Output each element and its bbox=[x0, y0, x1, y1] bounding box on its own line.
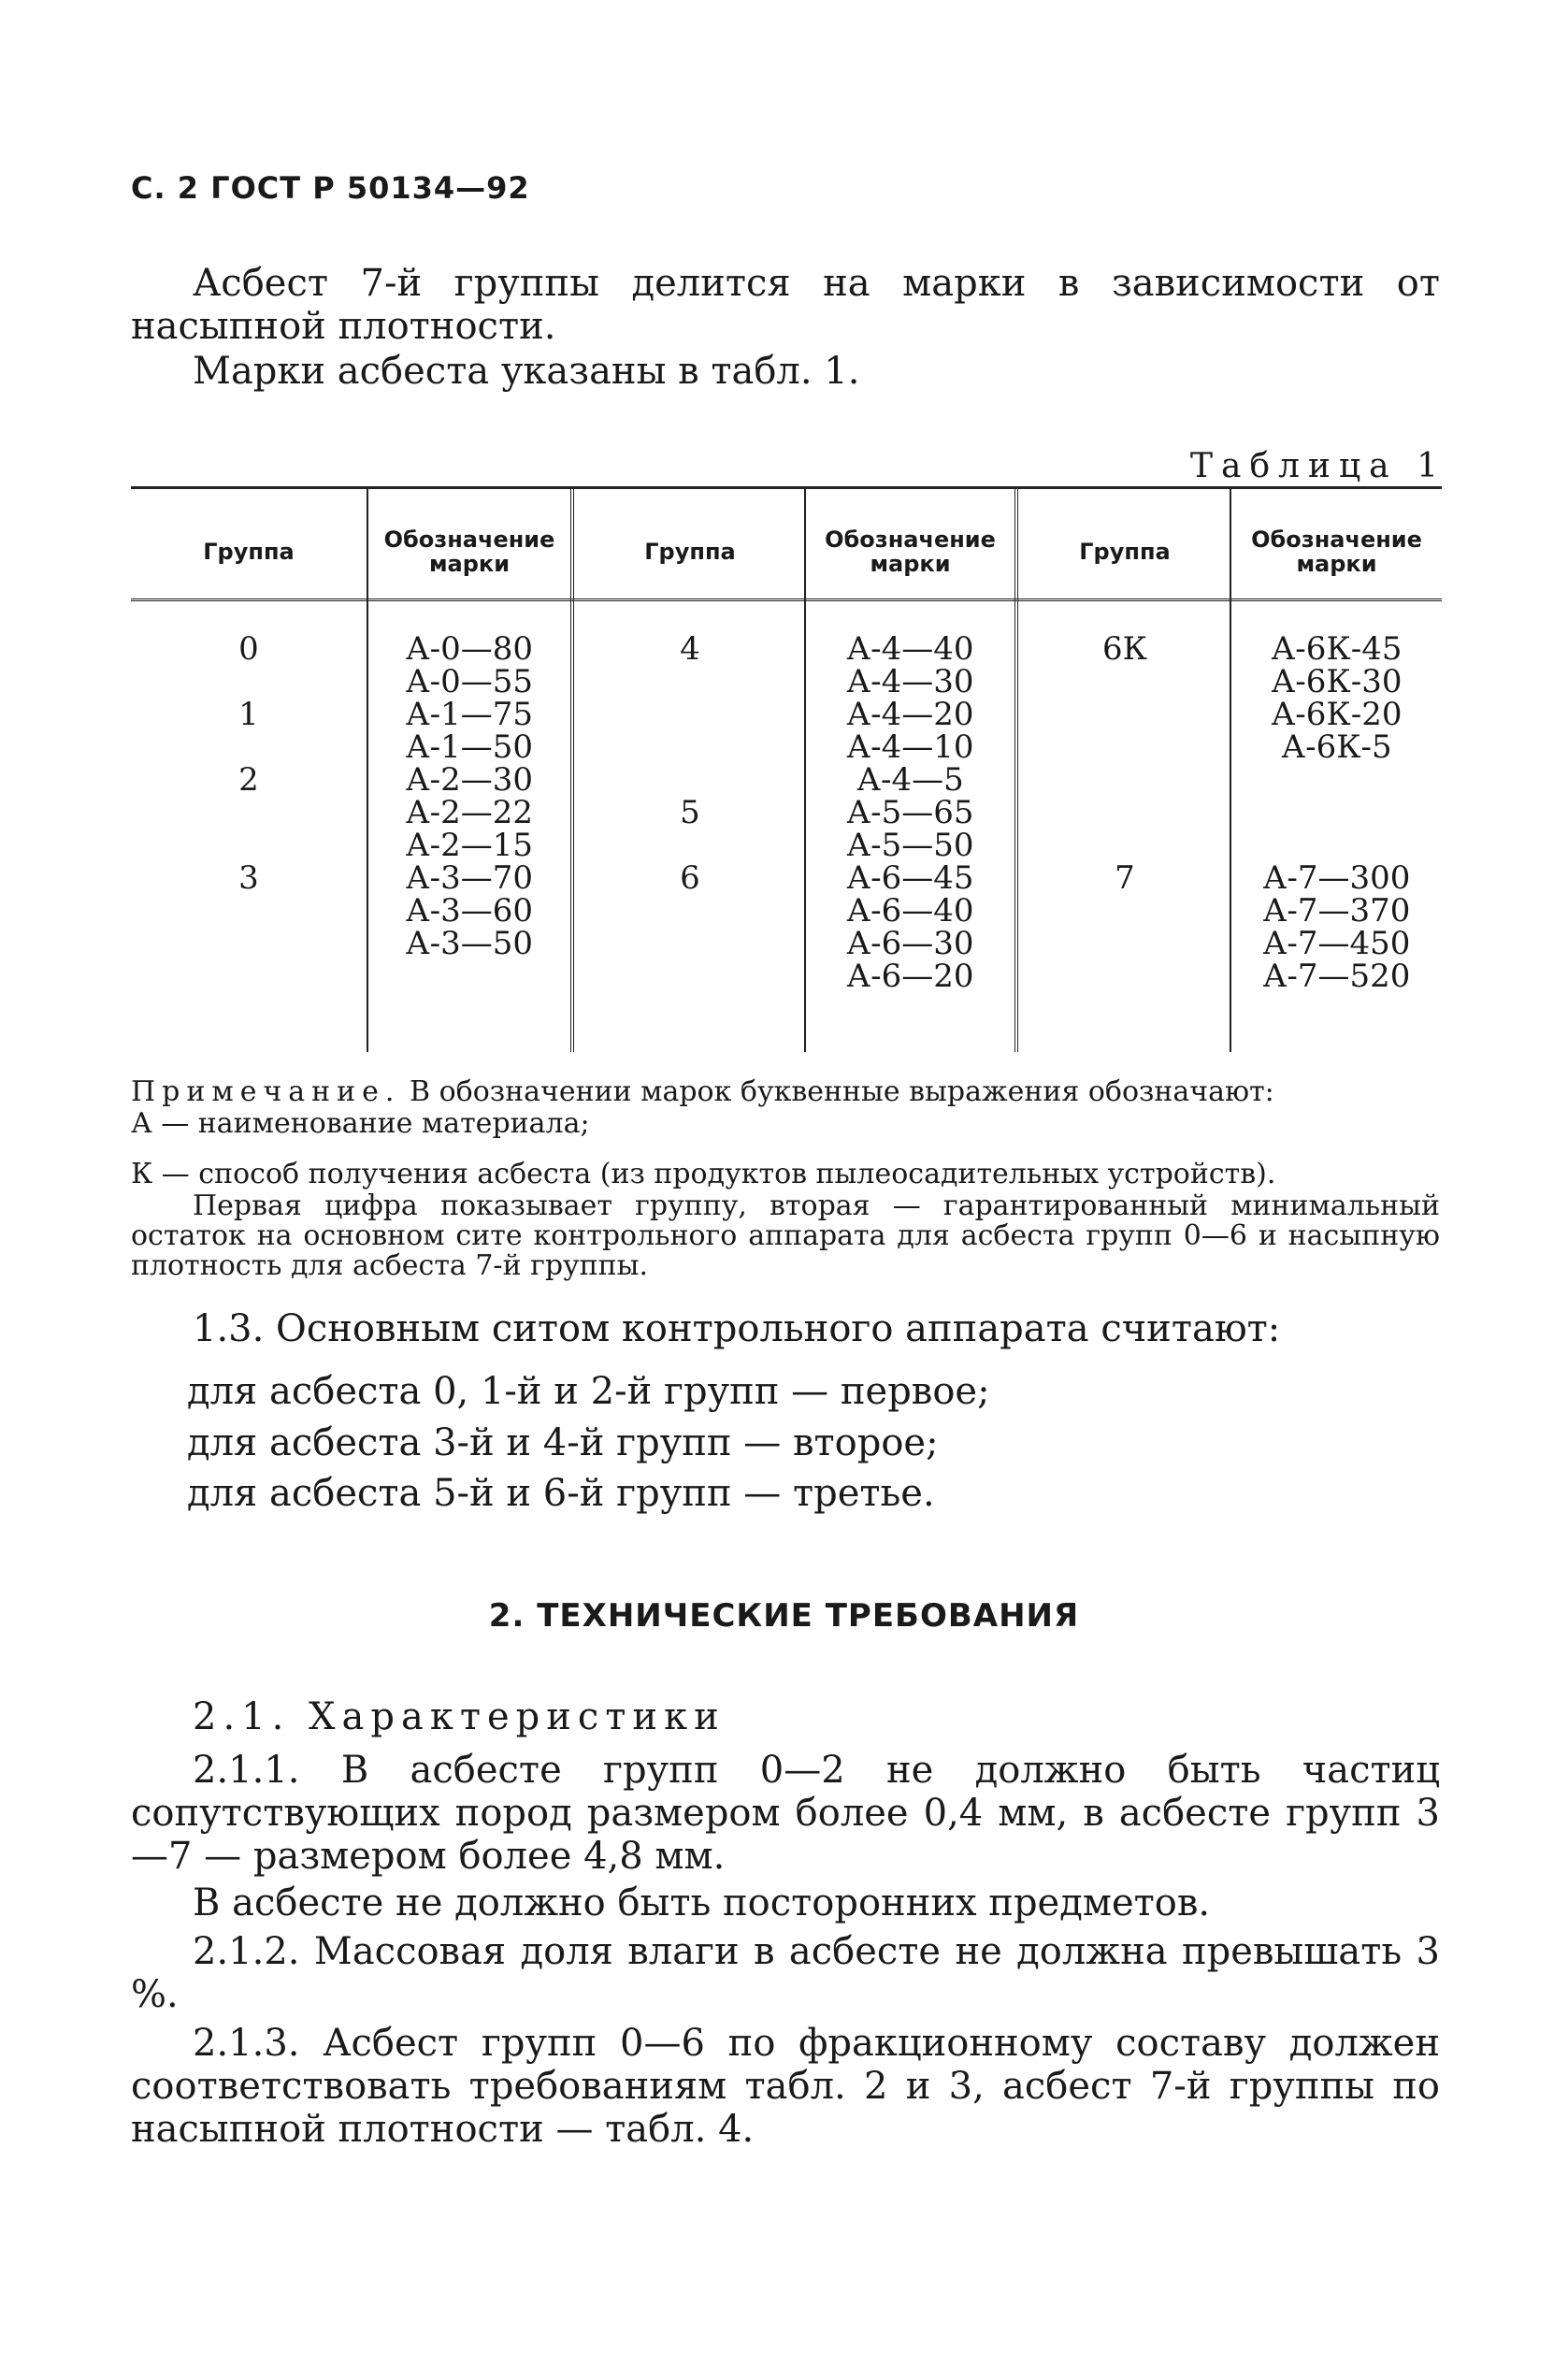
intro-paragraph-1: Асбест 7-й группы делится на марки в зависимости от насыпной плотности. bbox=[131, 262, 1440, 348]
table-title: Таблица 1 bbox=[1190, 447, 1446, 485]
note-label: Примечание. bbox=[131, 1075, 401, 1108]
col2-groups: 4 5 6 bbox=[680, 630, 700, 897]
clause-2-1-1-extra: В асбесте не должно быть посторонних предметов. bbox=[193, 1881, 1211, 1924]
table-header-rule bbox=[131, 598, 1442, 604]
th-group-1: Группа bbox=[203, 539, 295, 565]
note-line-2: А — наименование материала; bbox=[131, 1107, 590, 1140]
clause-2-1-1: 2.1.1. В асбесте групп 0—2 не должно быть частиц сопутствующих пород размером более 0,4 мм, в асбесте групп 3—7 — размером более 4,8 мм. bbox=[131, 1749, 1440, 1878]
section-2-title: 2. ТЕХНИЧЕСКИЕ ТРЕБОВАНИЯ bbox=[488, 1597, 1080, 1635]
th-marks-1: Обозначение марки bbox=[383, 526, 555, 577]
subsection-2-1-title: 2.1. Характеристики bbox=[193, 1695, 726, 1738]
clause-1-3-item-2: для асбеста 3-й и 4-й групп — второе; bbox=[187, 1421, 939, 1464]
table-note-1 bbox=[131, 1077, 1440, 1107]
col2-marks: А-4—40 А-4—30 А-4—20 А-4—10 А-4—5 А-5—65 А-5—50 А-6—45 А-6—40 А-6—30 А-6—20 bbox=[846, 630, 974, 995]
clause-2-1-2: 2.1.2. Массовая доля влаги в асбесте не должна превышать 3 %. bbox=[131, 1930, 1440, 2016]
table-1 bbox=[131, 486, 1442, 1052]
clause-1-3: 1.3. Основным ситом контрольного аппарата считают: bbox=[193, 1307, 1281, 1350]
table-top-rule bbox=[131, 486, 1442, 489]
clause-2-1-3: 2.1.3. Асбест групп 0—6 по фракционному составу должен соответствовать требованиям табл. 2 и 3, асбест 7-й группы по насыпной плотности — табл. 4. bbox=[131, 2022, 1440, 2151]
clause-1-3-item-3: для асбеста 5-й и 6-й групп — третье. bbox=[187, 1472, 935, 1515]
note-line-1: В обозначении марок буквенные выражения обозначают: bbox=[410, 1075, 1274, 1108]
th-marks-3: Обозначение марки bbox=[1251, 526, 1422, 577]
page-header: С. 2 ГОСТ Р 50134—92 bbox=[131, 170, 530, 206]
col3-groups: 6К 7 bbox=[1102, 630, 1147, 897]
th-group-2: Группа bbox=[644, 539, 736, 565]
th-marks-2: Обозначение марки bbox=[825, 526, 996, 577]
col1-marks: А-0—80 А-0—55 А-1—75 А-1—50 А-2—30 А-2—22 А-2—15 А-3—70 А-3—60 А-3—50 bbox=[405, 630, 534, 962]
intro-paragraph-2: Марки асбеста указаны в табл. 1. bbox=[193, 350, 860, 393]
note-line-4: Первая цифра показывает группу, вторая — гарантированный минимальный остаток на основном сите контрольного аппарата для асбеста групп 0—6 и насыпную плотность для асбеста 7-й группы. bbox=[131, 1189, 1440, 1282]
col1-groups: 0 1 2 3 bbox=[238, 630, 259, 897]
note-line-3: К — способ получения асбеста (из продуктов пылеосадительных устройств). bbox=[131, 1158, 1276, 1190]
th-group-3: Группа bbox=[1079, 539, 1171, 565]
clause-1-3-item-1: для асбеста 0, 1-й и 2-й групп — первое; bbox=[187, 1370, 990, 1413]
col3-marks: А-6К-45 А-6К-30 А-6К-20 А-6К-5 А-7—300 А-7—370 А-7—450 А-7—520 bbox=[1262, 630, 1411, 995]
